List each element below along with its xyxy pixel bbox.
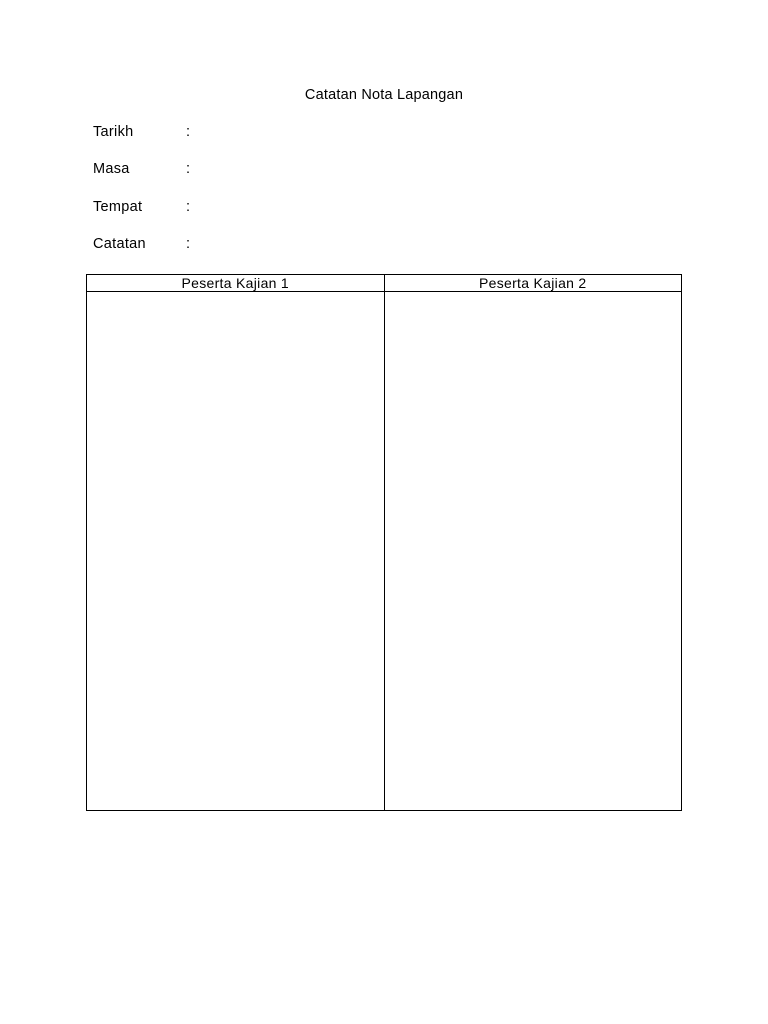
field-colon: : [186, 236, 191, 252]
page-title: Catatan Nota Lapangan [304, 87, 464, 103]
field-label-tarikh: Tarikh [93, 124, 134, 140]
field-label-catatan: Catatan [93, 236, 146, 252]
table-row [87, 292, 682, 811]
column-header-participant-1: Peserta Kajian 1 [87, 275, 385, 292]
field-colon: : [186, 161, 191, 177]
field-colon: : [186, 124, 191, 140]
column-header-participant-2: Peserta Kajian 2 [384, 275, 682, 292]
field-label-masa: Masa [93, 161, 130, 177]
participant-1-notes-cell [87, 292, 385, 811]
field-colon: : [186, 199, 191, 215]
field-label-tempat: Tempat [93, 199, 143, 215]
notes-table [86, 274, 682, 811]
table-header-row [87, 275, 682, 292]
participant-2-notes-cell [384, 292, 682, 811]
